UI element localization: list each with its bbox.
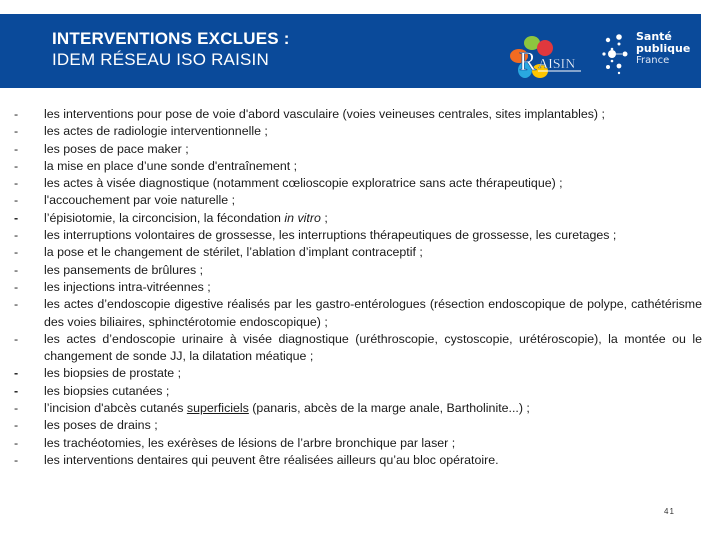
bullet-dash: - xyxy=(14,245,19,260)
sante-publique-logo xyxy=(600,29,695,89)
bullet-dash: - xyxy=(14,193,19,208)
list-item: - les trachéotomies, les exérèses de lésions de l’arbre bronchique par laser ; xyxy=(0,435,712,452)
list-item: - l’incision d'abcès cutanés superficiels (panaris, abcès de la marge anale, Bartholinite...) ; xyxy=(0,400,712,417)
bullet-dash: - xyxy=(14,262,19,277)
bullet-dash: - xyxy=(14,279,19,294)
underlined-text: superficiels xyxy=(186,401,249,416)
raisin-logo xyxy=(505,28,593,88)
bullet-dash: - xyxy=(14,297,19,312)
page-number: 41 xyxy=(664,507,675,516)
italic-text: in vitro xyxy=(284,210,321,225)
list-item: - la mise en place d’une sonde d'entraînement ; xyxy=(0,158,712,175)
bullet-dash: - xyxy=(14,107,19,121)
bullet-dash: - xyxy=(14,124,19,139)
list-item: - les actes d’endoscopie urinaire à visée diagnostique (uréthroscopie, cystoscopie, urétéroscopie), la montée ou le changement de sonde JJ, la dilatation méatique ; xyxy=(14,331,702,364)
list-item: - les interruptions volontaires de grossesse, les interruptions thérapeutiques de grossesse, les curetages ; xyxy=(0,227,712,244)
bullet-dash: - xyxy=(14,210,19,225)
raisin-logo-text: AISIN xyxy=(538,57,576,72)
bullet-dash: - xyxy=(14,452,19,467)
bullet-dash: - xyxy=(14,158,19,173)
bullet-dash: - xyxy=(14,331,19,346)
bullet-dash: - xyxy=(14,176,19,191)
list-item: - les poses de pace maker ; xyxy=(0,141,712,158)
bullet-dash: - xyxy=(14,366,19,381)
title-line-2: IDEM RÉSEAU ISO RAISIN xyxy=(52,50,269,69)
bullet-dash: - xyxy=(14,435,19,450)
sante-publique-wordmark: Santé publique France xyxy=(636,30,691,66)
bullet-dash: - xyxy=(14,228,19,243)
list-item: - la pose et le changement de stérilet, l’ablation d’implant contraceptif ; xyxy=(0,244,712,261)
bullet-dash: - xyxy=(14,383,19,398)
bullet-dash: - xyxy=(14,418,19,433)
list-item: - l’épisiotomie, la circoncision, la fécondation in vitro ; xyxy=(0,210,712,227)
bullet-dash: - xyxy=(14,401,19,416)
list-item: - les interventions dentaires qui peuvent être réalisées ailleurs qu’au bloc opératoire. xyxy=(0,452,712,469)
list-item: - les injections intra-vitréennes ; xyxy=(0,279,712,296)
list-item: - les biopsies de prostate ; xyxy=(0,365,712,382)
header-banner xyxy=(0,14,701,88)
title-line-1: INTERVENTIONS EXCLUES : xyxy=(52,29,290,48)
list-item: - l'accouchement par voie naturelle ; xyxy=(0,192,712,209)
list-item: - les interventions pour pose de voie d'abord vasculaire (voies veineuses centrales, sites implantables) ; xyxy=(0,106,712,123)
list-item: - les actes à visée diagnostique (notamment cœlioscopie exploratrice sans acte thérapeutique) ; xyxy=(0,175,712,192)
list-item: - les poses de drains ; xyxy=(0,417,712,434)
list-item: - les actes de radiologie interventionnelle ; xyxy=(0,123,712,140)
page-title xyxy=(52,28,290,70)
bullet-dash: - xyxy=(14,141,19,156)
raisin-logo-r: R xyxy=(519,47,537,76)
list-item: - les pansements de brûlures ; xyxy=(0,262,712,279)
list-item: - les biopsies cutanées ; xyxy=(0,383,712,400)
excluded-interventions-list xyxy=(0,106,712,469)
sante-publique-dots-icon xyxy=(600,33,636,79)
list-item: - les actes d’endoscopie digestive réalisés par les gastro-entérologues (résection endoscopique de polype, cathétérisme des voies biliaires, sphinctérotomie endoscopique) ; xyxy=(14,297,702,329)
